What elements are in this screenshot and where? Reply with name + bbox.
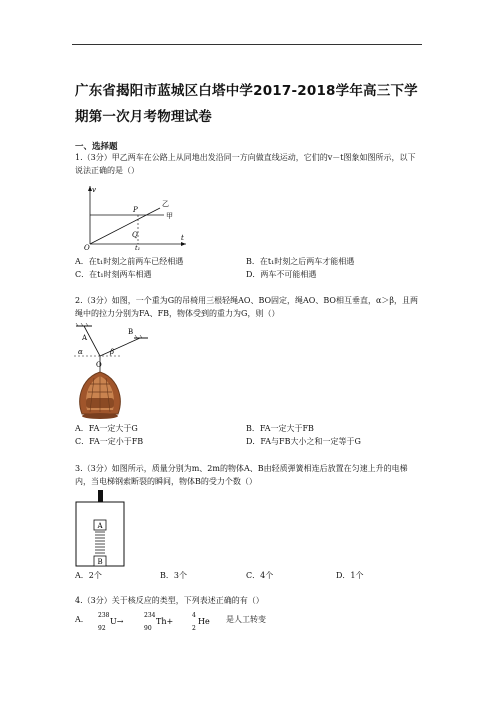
question-4-stem: 4.（3分）关于核反应的类型，下列表述正确的有（） [75, 596, 264, 605]
elevator-figure [74, 490, 128, 568]
nuclear-equation [96, 608, 231, 632]
svg-text:90: 90 [144, 625, 152, 632]
label-o: O [96, 361, 102, 369]
label-alpha: α [78, 348, 83, 356]
t-label: t [181, 234, 184, 242]
hanging-chair-figure [74, 322, 164, 422]
line-yi [90, 208, 160, 244]
svg-text:Th+: Th+ [156, 617, 174, 626]
q4-option-a-text: 是人工转变 [226, 615, 266, 624]
label-block-b: B [97, 558, 103, 566]
line-b-label: 甲 [166, 212, 173, 220]
section-heading: 一、选择题 [75, 142, 118, 152]
q3-option-c: C．4个 [246, 571, 274, 580]
t1-label: t₁ [135, 244, 141, 250]
origin-label: O [84, 244, 90, 250]
q1-option-b: B．在t₁时刻之后两车才能相遇 [246, 257, 355, 266]
t-axis-arrow [181, 242, 186, 246]
svg-text:U→: U→ [110, 617, 124, 626]
q4-option-a-label: A． [75, 615, 89, 624]
question-2-stem: 2.（3分）如图，一个重为G的吊椅用三根轻绳AO、BO固定，绳AO、BO相互垂直，α＞β，且两绳中的拉力分别为FA、FB，物体受到的重力为G，则（） [75, 296, 418, 318]
label-beta: β [110, 348, 115, 356]
label-block-a: A [97, 522, 103, 530]
page-title: 广东省揭阳市蓝城区白塔中学2017-2018学年高三下学期第一次月考物理试卷 [75, 83, 418, 125]
point-q-label: Q [132, 231, 138, 239]
elevator-cable [98, 490, 103, 502]
v-label: v [92, 186, 96, 194]
q2-option-d: D．FA与FB大小之和一定等于G [246, 437, 361, 446]
svg-text:92: 92 [98, 625, 106, 632]
svg-text:2: 2 [192, 625, 196, 632]
header-rule [72, 44, 422, 45]
q1-option-a: A．在t₁时刻之前两车已经相遇 [75, 257, 184, 266]
line-a-label: 乙 [162, 200, 169, 208]
rope-bo [100, 338, 140, 356]
label-b: B [128, 328, 134, 336]
question-1-stem: 1.（3分）甲乙两车在公路上从同地出发沿同一方向做直线运动，它们的v－t图象如图所示，以下说法正确的是（） [75, 153, 416, 175]
question-3-stem: 3.（3分）如图所示，质量分别为m、2m的物体A、B由轻质弹簧相连后放置在匀速上升的电梯内，当电梯钢索断裂的瞬间，物体B的受力个数（） [75, 464, 408, 486]
svg-text:He: He [198, 617, 210, 626]
q2-option-a: A．FA一定大于G [75, 424, 138, 433]
svg-text:238: 238 [98, 612, 110, 619]
q3-option-b: B．3个 [160, 571, 187, 580]
vt-graph [82, 182, 190, 250]
point-p-label: P [133, 206, 138, 214]
label-a: A [82, 334, 88, 342]
q1-option-d: D．两车不可能相遇 [246, 270, 317, 279]
q2-option-b: B．FA一定大于FB [246, 424, 314, 433]
chair-image [80, 372, 121, 419]
q1-option-c: C．在t₁时刻两车相遇 [75, 270, 152, 279]
q3-option-d: D．1个 [336, 571, 364, 580]
q3-option-a: A．2个 [75, 571, 102, 580]
svg-text:234: 234 [144, 612, 156, 619]
svg-text:4: 4 [192, 612, 196, 619]
q2-option-c: C．FA一定小于FB [75, 437, 144, 446]
